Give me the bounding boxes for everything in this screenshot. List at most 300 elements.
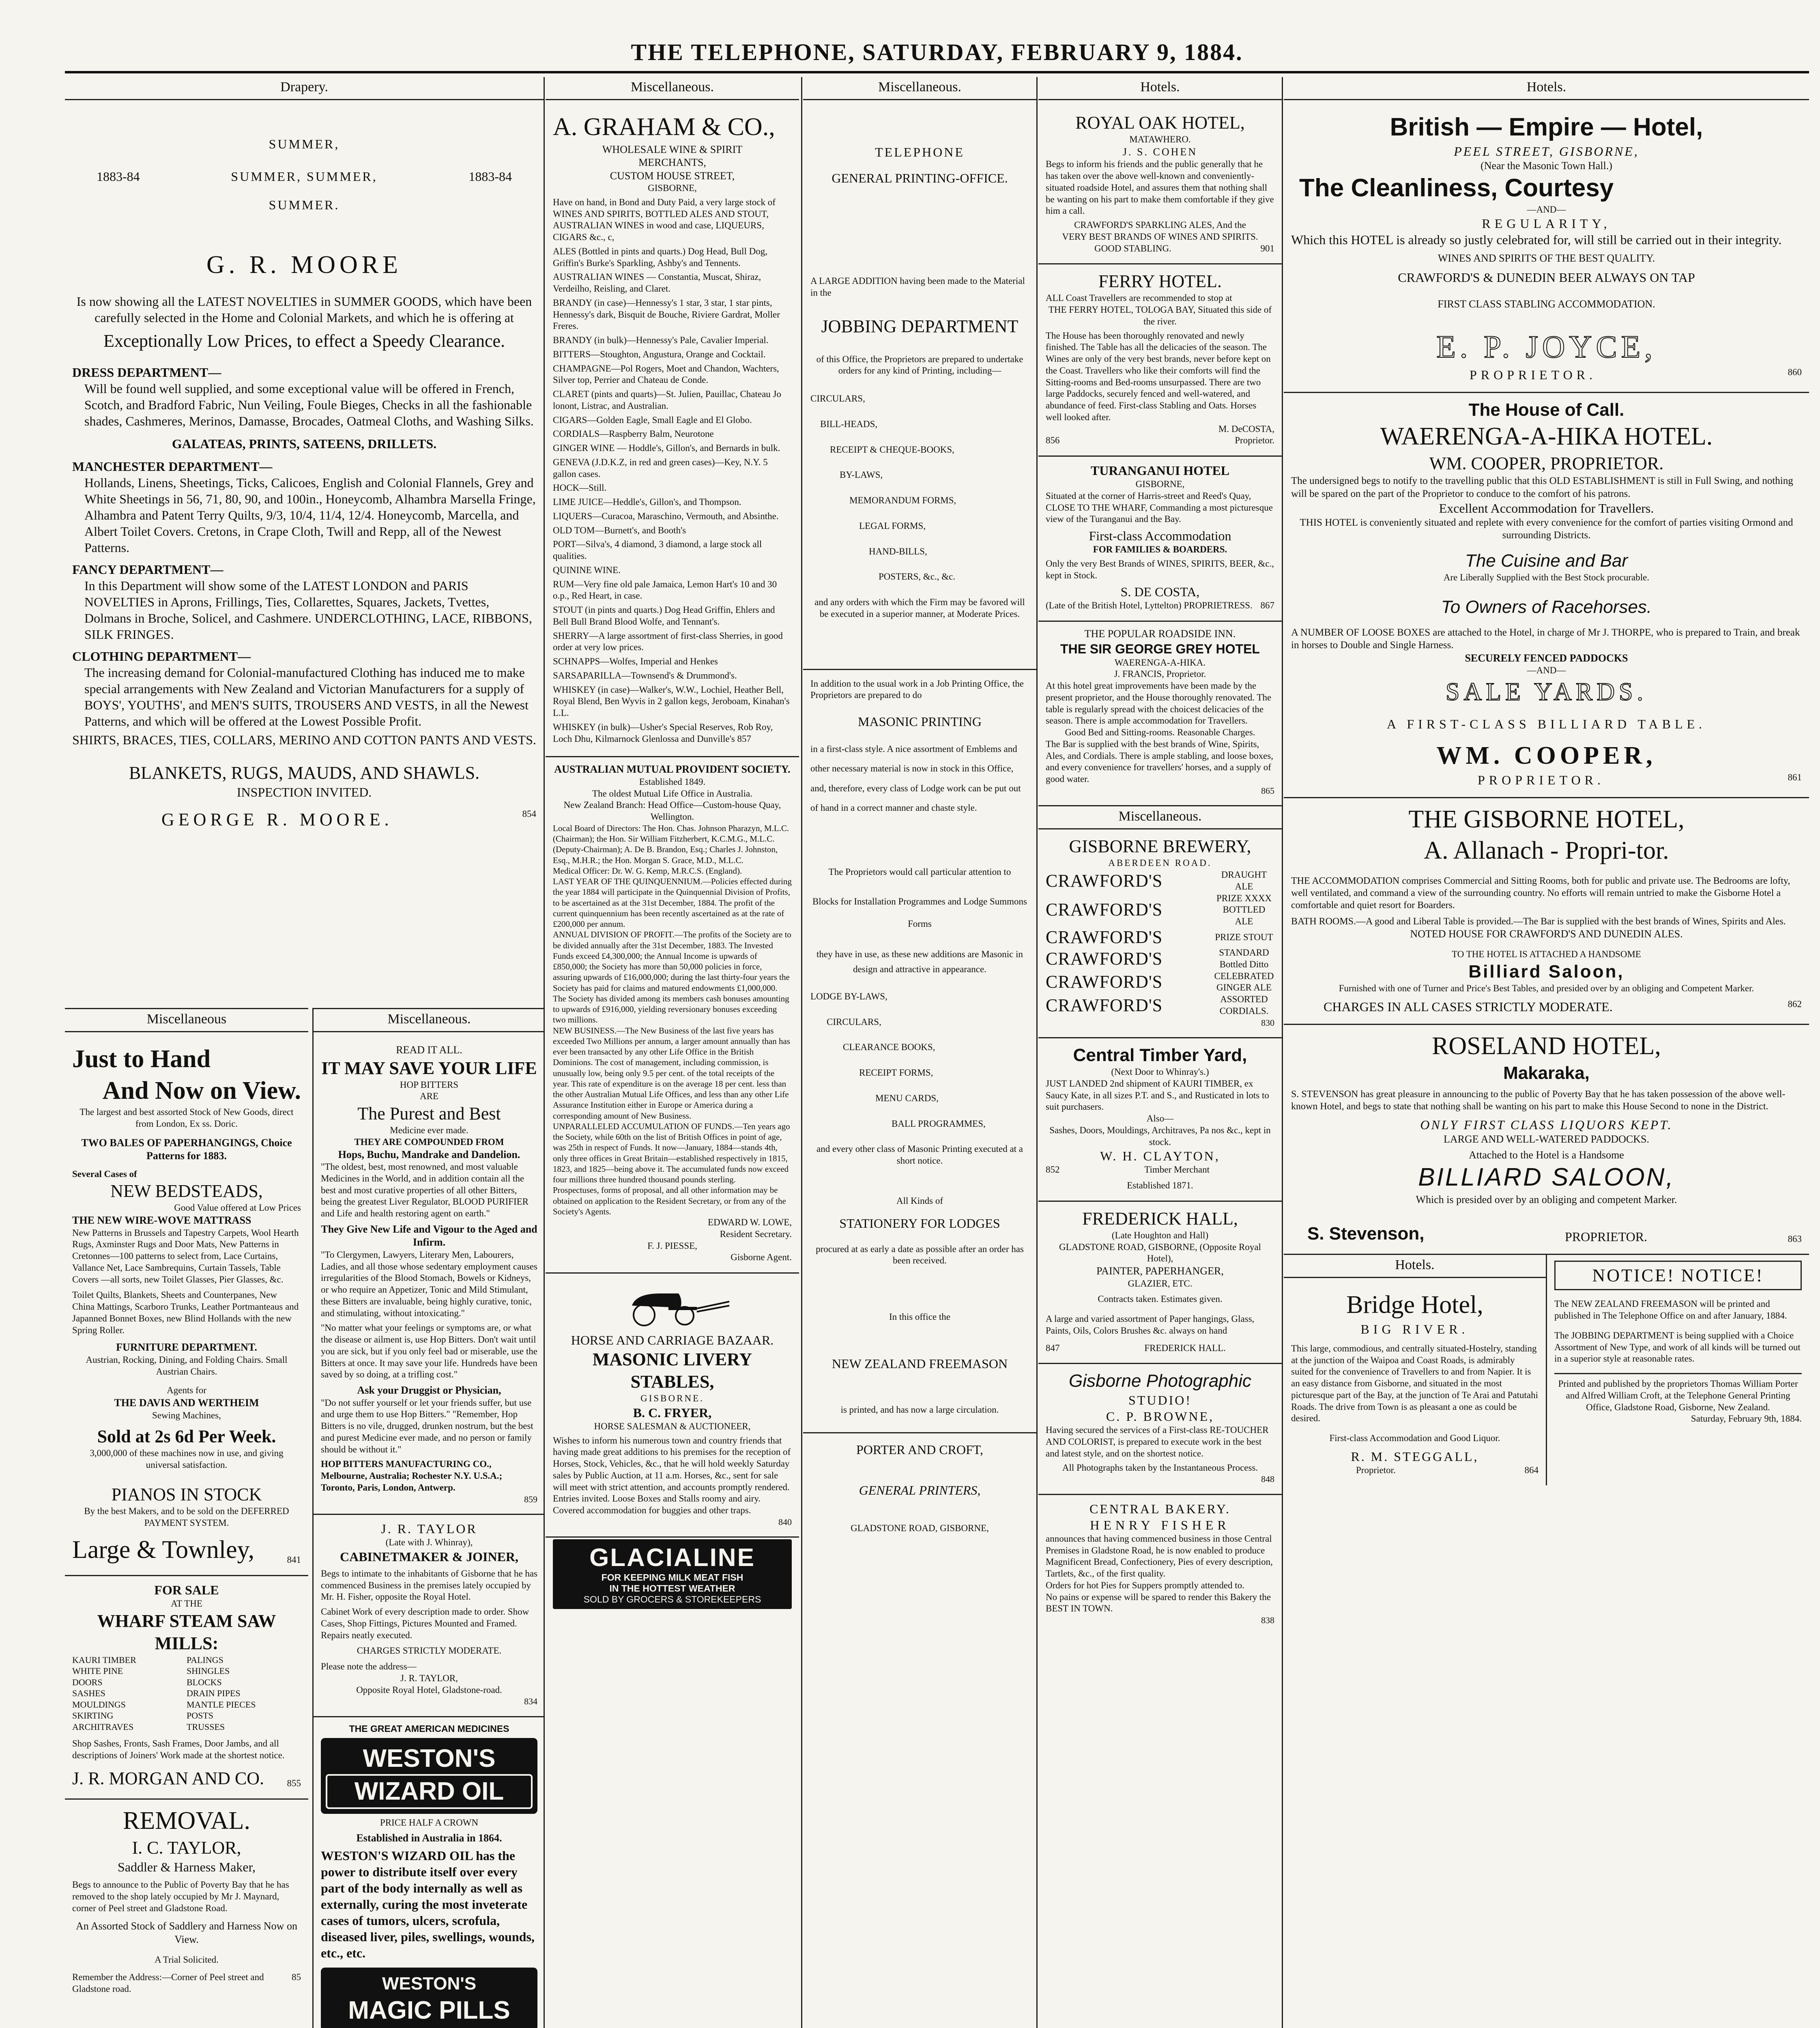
timber-item: WHITE PINE [72, 1666, 123, 1676]
advert-line: GLAZIER, ETC. [1128, 1278, 1193, 1289]
brewery-brand: CRAWFORD'S [1046, 995, 1163, 1015]
advert-line: CUSTOM HOUSE STREET, [610, 170, 735, 182]
timber-item: SHINGLES [187, 1666, 230, 1676]
advert-text: The undersigned begs to notify to the travelling public that this OLD ESTABLISHMENT is still in Full Swing, and nothing will be spared on the part of the Proprietor to conduce to the comfort of his patrons. [1291, 475, 1793, 499]
brewery-row [1046, 869, 1274, 893]
advert-title: HORSE AND CARRIAGE BAZAAR. [571, 1333, 774, 1347]
advertiser-name: R. M. STEGGALL, [1351, 1449, 1479, 1464]
brewery-product: CELEBRATED GINGER ALE [1214, 971, 1274, 993]
advertiser-name: C. P. BROWNE, [1106, 1409, 1214, 1424]
brewery-product: PRIZE XXXX BOTTLED ALE [1216, 893, 1272, 926]
advert-line: VERY BEST BRANDS OF WINES AND SPIRITS. [1062, 231, 1258, 242]
moore-advert [65, 106, 544, 840]
masonic-item: BALL PROGRAMMES, [892, 1118, 986, 1129]
brewery-brand: CRAWFORD'S [1046, 870, 1163, 891]
advert-line: GISBORNE. [640, 1393, 704, 1403]
advert-line: WAERENGA-A-HIKA. [1114, 657, 1206, 668]
signatory-title: Gisborne Agent. [731, 1252, 792, 1263]
advert-line: GOOD STABLING. [1094, 243, 1171, 254]
advert-line: ABERDEEN ROAD. [1108, 858, 1212, 868]
section-heading: Miscellaneous. [1038, 806, 1282, 829]
advert-title: THE GISBORNE HOTEL, [1408, 805, 1685, 833]
brewery-row [1046, 928, 1274, 947]
advert-text: of this Office, the Proprietors are prepared to undertake orders for any kind of Printing, including— [816, 354, 1023, 376]
advert-line: (Next Door to Whinray's.) [1111, 1067, 1209, 1077]
pills-banner [321, 1968, 537, 2028]
graham-advert [546, 106, 799, 757]
stock-item: QUININE WINE. [553, 565, 621, 575]
frederick-hall-advert [1038, 1202, 1282, 1364]
department-heading: CLOTHING DEPARTMENT— [72, 649, 251, 664]
advert-text: The oldest Mutual Life Office in Australia. [592, 788, 752, 799]
masonic-item: LODGE BY-LAWS, [810, 991, 887, 1001]
advert-number: 865 [1261, 785, 1274, 796]
section-heading: Miscellaneous. [546, 77, 799, 100]
department-heading: MANCHESTER DEPARTMENT— [72, 459, 273, 474]
jr-taylor-advert [314, 1515, 545, 1717]
brewery-row [1046, 947, 1274, 971]
stock-item: HOCK—Still. [553, 483, 607, 493]
advert-line: Contracts taken. Estimates given. [1098, 1294, 1223, 1304]
advert-number: 901 [1260, 243, 1274, 254]
stock-item: LIQUERS—Curacoa, Maraschino, Vermouth, and Absinthe. [553, 511, 779, 521]
column-rule [801, 77, 802, 2028]
advert-text: Toilet Quilts, Blankets, Sheets and Counterpanes, New China Mattings, Scarboro Trunks, Leather Portmanteaus and Japanned Bonnet Boxes, new Blind Hollands with the new Spring Roller. [72, 1290, 299, 1335]
advert-text: Wishes to inform his numerous town and country friends that having made great additions to his premises for the reception of Horses, Stock, Vehicles, &c., that he will hold weekly Saturday sales by Public Auction, at 11 a.m. Horses, &c., sent for sale will meet with strict attention, and accounts promptly rendered. [553, 1435, 791, 1492]
brewery-brand: CRAWFORD'S [1046, 927, 1163, 947]
advertiser-name: Large & Townley, [72, 1536, 255, 1564]
advert-title: WHARF STEAM SAW MILLS: [97, 1611, 276, 1653]
advert-line: (Late Houghton and Hall) [1111, 1230, 1209, 1240]
advert-title: Sold at 2s 6d Per Week. [97, 1426, 276, 1447]
advert-text: A LARGE ADDITION having been made to the Material in the [810, 276, 1025, 298]
advert-number: 861 [1788, 772, 1802, 782]
timber-item: ARCHITRAVES [72, 1721, 134, 1732]
timber-item: PALINGS [187, 1654, 223, 1665]
address-line: Remember the Address:—Corner of Peel street and Gladstone road. [72, 1972, 264, 1994]
advert-title: AUSTRALIAN MUTUAL PROVIDENT SOCIETY. [554, 763, 791, 776]
timber-item: DOORS [72, 1677, 103, 1687]
advert-text: The NEW ZEALAND FREEMASON will be printed and published in The Telephone Office on and after January, 1884. [1554, 1299, 1787, 1321]
advert-line: CRAWFORD'S & DUNEDIN BEER ALWAYS ON TAP [1398, 270, 1695, 285]
bottom-right-row [1284, 1255, 1809, 1485]
stock-item: PORT—Silva's, 4 diamond, 3 diamond, a large stock all qualities. [553, 539, 762, 561]
timber-item: KAURI TIMBER [72, 1654, 136, 1665]
advert-line: MERCHANTS, [638, 157, 706, 168]
signatory: F. J. PIESSE, [647, 1240, 697, 1251]
advert-title: WAERENGA-A-HIKA HOTEL. [1380, 422, 1713, 450]
advert-number: 847 [1046, 1343, 1060, 1353]
advert-title: And Now on View. [102, 1076, 301, 1104]
advert-text: Agents for [167, 1385, 206, 1396]
advert-text: announces that having commenced business in those Central Premises in Gladstone Road, he is now enabled to produce Magnificent Bread, Confectionery, Pies of every description, Tartlets, &c., of the first quality. [1046, 1533, 1273, 1579]
livery-advert [546, 1274, 799, 1538]
advert-line: CHARGES IN ALL CASES STRICTLY MODERATE. [1324, 999, 1613, 1014]
advert-number: 859 [524, 1494, 537, 1504]
stock-item: GENEVA (J.D.K.Z, in red and green cases)—Key, N.Y. 5 gallon cases. [553, 457, 768, 479]
advert-text: Medicine ever made. [390, 1125, 468, 1135]
advert-number: 867 [1260, 600, 1274, 611]
column-rule [1036, 77, 1038, 2028]
advert-text: The House has been thoroughly renovated and newly finished. The Table has all the delicacies of the season. The Wines are only of the very best brands, never before kept on the Coast. Travellers who like their comforts will find the Sitting-rooms and Bed-rooms unsurpassed. There are two large Paddocks, securely fenced and well-watered, and abundance of feed. First-class Stabling and Oats. Horses well looked after. [1046, 330, 1271, 422]
advert-text: THE ACCOMMODATION comprises Commercial and Sitting Rooms, both for public and private use. The Bedrooms are lofty, well ventilated, and command a view of the surrounding country. No efforts will remain untried to make the Gisborne Hotel a comfortable and quiet resort for Boarders. [1291, 875, 1790, 911]
hop-bitters-advert [314, 1038, 545, 1515]
advert-text: Orders for hot Pies for Suppers promptly attended to. [1046, 1580, 1244, 1590]
advert-text: Having secured the services of a First-class RE-TOUCHER AND COLORIST, is prepared to execute work in the best and latest style, and on the shortest notice. [1046, 1425, 1269, 1459]
advert-title: CENTRAL BAKERY. [1089, 1501, 1231, 1516]
advert-text: By the best Makers, and to be sold on the DEFERRED PAYMENT SYSTEM. [84, 1506, 289, 1528]
section-heading: Miscellaneous [65, 1008, 308, 1032]
advert-text: Begs to announce to the Public of Poverty Bay that he has removed to the shop lately occupied by Mr J. Maynard, corner of Peel street and Gladstone Road. [72, 1880, 289, 1913]
section-heading: Miscellaneous. [803, 77, 1036, 100]
advertiser-name: S. DE COSTA, [1120, 584, 1200, 599]
brewery-brand: CRAWFORD'S [1046, 900, 1163, 920]
misc-column-2 [546, 77, 799, 2028]
misc-left-section [65, 1008, 308, 2028]
stock-item: SHERRY—A large assortment of first-class Sherries, in good order at very low prices. [553, 630, 783, 653]
advert-text: Prospectuses, forms of proposal, and all other information may be obtained on application to the Resident Secretary, or from any of the Society's Agents. [553, 1185, 786, 1216]
advert-title: Billiard Saloon, [1468, 962, 1624, 982]
advert-text: CHARGES STRICTLY MODERATE. [357, 1646, 502, 1656]
advert-text: "The oldest, best, most renowned, and most valuable Medicines in the World, and in addition contain all the best and most curative properties of all other Bitters, being the greatest Liver Regulator, BLOOD PURIFIER and Life and health restoring agent on earth." [321, 1162, 529, 1218]
brewery-product: ASSORTED CORDIALS. [1219, 994, 1269, 1016]
advert-title: Gisborne Photographic [1068, 1371, 1252, 1391]
advert-line: THE FERRY HOTEL, TOLOGA BAY, Situated this side of the river. [1048, 305, 1272, 327]
advert-text: LAST YEAR OF THE QUINQUENNIUM.—Policies effected during the year 1884 will participate in the Quinquennial Division of Profits, to be ascertained as at the 31st December, 1884. The profit of the current quinquennium has been recently ascertained as at the rate of £200,000 per annum. [553, 877, 792, 929]
large-townley-advert [65, 1038, 308, 1576]
printing-item: POSTERS, &c., &c. [879, 571, 956, 582]
advert-line: —AND— [1527, 204, 1566, 215]
brewery-advert [1038, 829, 1282, 1038]
advert-title: STUDIO! [1128, 1393, 1192, 1408]
advert-line: They Give New Life and Vigour to the Aged and Infirm. [321, 1223, 537, 1248]
advertiser-title: Proprietor. [1356, 1465, 1396, 1475]
advert-title: STATIONERY FOR LODGES [839, 1216, 1000, 1231]
advert-text: Only the very Best Brands of WINES, SPIRITS, BEER, &c., kept in Stock. [1046, 558, 1274, 580]
bridge-hotel-column [1284, 1255, 1547, 1485]
advert-text: THIS HOTEL is conveniently situated and replete with every convenience for the comfort of parties visiting Ormond and surrounding Districts. [1300, 517, 1793, 541]
advert-line: Hops, Buchu, Mandrake and Dandelion. [338, 1148, 520, 1160]
prices-line: Exceptionally Low Prices, to effect a Speedy Clearance. [103, 331, 505, 351]
advert-text: The largest and best assorted Stock of New Goods, direct from London, Ex ss. Doric. [80, 1107, 294, 1129]
advert-title: MASONIC PRINTING [858, 714, 982, 729]
timber-item: MANTLE PIECES [187, 1699, 256, 1710]
advertiser-name: J. R. MORGAN AND CO. [72, 1768, 264, 1788]
advert-number: 840 [778, 1517, 792, 1527]
advert-line: ARE [420, 1091, 438, 1102]
printing-item: BILL-HEADS, [820, 419, 878, 429]
advert-text: Sewing Machines, [152, 1410, 221, 1420]
masonic-item: MENU CARDS, [875, 1093, 939, 1103]
advert-line: THE DAVIS AND WERTHEIM [114, 1397, 259, 1409]
advert-line: Saddler & Harness Maker, [118, 1860, 256, 1874]
advert-number: 856 [1046, 435, 1060, 446]
advert-title: The House of Call. [1468, 400, 1624, 420]
hotels-column-5 [1284, 77, 1809, 2028]
advert-line: Excellent Accommodation for Travellers. [1439, 501, 1654, 516]
advert-text: Austrian, Rocking, Dining, and Folding Chairs. Small Austrian Chairs. [86, 1354, 288, 1377]
advert-text: The Bar is supplied with the best brands of Wine, Spirits, Ales, and Cordials. There is ample stabling, and loose boxes, and every convenience for travellers' horses, and a supply of good water. [1046, 739, 1274, 784]
advert-line: ONLY FIRST CLASS LIQUORS KEPT. [1420, 1117, 1673, 1132]
advert-line: FURNITURE DEPARTMENT. [116, 1341, 257, 1353]
advert-text: Established 1849. [639, 776, 706, 787]
advert-text: and every other class of Masonic Printing executed at a short notice. [816, 1144, 1023, 1166]
advert-text: Blocks for Installation Programmes and Lodge Summons Forms [812, 896, 1027, 929]
stock-item: GINGER WINE — Hoddle's, Gillon's, and Bernards in bulk. [553, 443, 780, 453]
advert-text: ALL Coast Travellers are recommended to stop at [1046, 293, 1232, 303]
stock-item: BRANDY (in case)—Hennessy's 1 star, 3 star, 1 star pints, Hennessy's dark, Bisquit de Bouche, Riviere Gardrat, Moller Freres. [553, 297, 780, 331]
department-line: GALATEAS, PRINTS, SATEENS, DRILLETS. [172, 436, 437, 451]
stock-item: AUSTRALIAN WINES — Constantia, Muscat, Shiraz, Verdeilho, Reisling, and Claret. [553, 272, 761, 294]
misc-column-3 [803, 77, 1036, 2028]
advert-title: British — Empire — Hotel, [1390, 113, 1703, 141]
telephone-office-advert [803, 106, 1036, 1543]
advert-line: —AND— [1527, 665, 1566, 675]
department-text: In this Department will show some of the LATEST LONDON and PARIS NOVELTIES in Aprons, Frillings, Ties, Collarettes, Squares, Jackets, Tvettes, Dolmans in Broche, Solicel, and Cashmere. UNDERCLOTHING, LACE, RIBBONS, SILK FRINGES. [84, 578, 532, 642]
advert-text: Good Value offered at Low Prices [174, 1203, 301, 1213]
printing-item: MEMORANDUM FORMS, [849, 495, 956, 505]
timber-item: DRAIN PIPES [187, 1688, 241, 1698]
printing-item: CIRCULARS, [810, 393, 865, 404]
removal-advert [65, 1800, 308, 2004]
advert-text: Cabinet Work of every description made to order. Show Cases, Shop Fittings, Pictures Mounted and Framed. Repairs neatly executed. [321, 1607, 529, 1640]
advert-text: New Zealand Branch: Head Office—Custom-house Quay, Wellington. [563, 800, 781, 822]
advert-title: GENERAL PRINTING-OFFICE. [832, 171, 1008, 185]
advert-text: TWO BALES OF PAPERHANGINGS, Choice Patterns for 1883. [81, 1136, 292, 1162]
masonic-item: CIRCULARS, [827, 1016, 881, 1027]
advert-number: 854 [522, 808, 536, 819]
advertiser-name: J. S. COHEN [1122, 146, 1198, 158]
advert-text: Begs to inform his friends and the public generally that he has taken over the above well-known and conveniently-situated roadside Hotel, and assures them that nothing shall be wanting on his part to make them comfortable if they give him a call. [1046, 159, 1274, 216]
advert-text: (Late with J. Whinray), [385, 1537, 473, 1547]
advert-text: AT THE [171, 1598, 202, 1609]
stock-item: WHISKEY (in bulk)—Usher's Special Reserves, Rob Roy, Loch Dhu, Kilmarnock Glenlossa and Dunville's 857 [553, 722, 773, 744]
address-line: GLADSTONE ROAD, GISBORNE, [851, 1523, 989, 1533]
masonic-item: CLEARANCE BOOKS, [843, 1042, 935, 1053]
printing-item: RECEIPT & CHEQUE-BOOKS, [830, 444, 954, 455]
printing-item: BY-LAWS, [840, 470, 883, 480]
advert-line: (Near the Masonic Town Hall.) [1480, 159, 1612, 172]
printing-item: HAND-BILLS, [869, 546, 927, 556]
advertiser-name: PORTER AND CROFT, [856, 1442, 984, 1457]
advert-number: 855 [287, 1778, 301, 1788]
advert-title: ROSELAND HOTEL, [1432, 1032, 1661, 1060]
advert-text: they have in use, as these new additions are Masonic in design and attractive in appearance. [816, 949, 1023, 975]
stock-item: OLD TOM—Burnett's, and Booth's [553, 525, 686, 535]
stock-item: BRANDY (in bulk)—Hennessy's Pale, Cavalier Imperial. [553, 335, 769, 345]
glacialine-advert [553, 1539, 792, 1609]
summer-heading: SUMMER, SUMMER, [231, 169, 378, 184]
department-heading: DRESS DEPARTMENT— [72, 365, 221, 380]
timber-item: SASHES [72, 1688, 105, 1698]
advert-text: UNPARALLELED ACCUMULATION OF FUNDS.—Ten years ago the Society, while 60th on the list of British Offices in point of age, was 25th in respect of Funds. It now—January, 1884—stands 4th, only three offices in Great Britain—established respectively in 1815, 1823, and 1825—being above it. The accumulated funds now exceed four millions three hundred thousand pounds sterling. [553, 1121, 790, 1184]
timber-item: TRUSSES [187, 1721, 225, 1732]
stock-item: CLARET (pints and quarts)—St. Julien, Pauillac, Chateau Jo lonont, Listrac, and Australian. [553, 389, 782, 411]
brewery-brand: CRAWFORD'S [1046, 972, 1163, 992]
address-line: PEEL STREET, GISBORNE, [1454, 144, 1639, 159]
advertiser-name: E. P. JOYCE, [1436, 329, 1657, 365]
waerenga-advert [1284, 393, 1809, 798]
carriage-illustration [608, 1283, 737, 1328]
signatory: EDWARD W. LOWE, [708, 1217, 792, 1227]
notice-column [1547, 1255, 1809, 1485]
advert-line: HOP BITTERS [400, 1079, 459, 1090]
sawmills-advert [65, 1576, 308, 1800]
advert-line: THE NEW WIRE-WOVE MATTRASS [72, 1214, 251, 1226]
advert-line: GENERAL PRINTERS, [859, 1482, 981, 1497]
advert-text: Medical Officer: Dr. W. G. Kemp, M.R.C.S. (England). [553, 866, 742, 876]
advert-text: Please note the address— [321, 1661, 417, 1671]
advertiser-name: A. GRAHAM & CO., [553, 113, 775, 141]
advert-title: REMOVAL. [122, 1807, 251, 1835]
advertiser-title: PROPRIETOR. [1565, 1229, 1648, 1244]
advert-line: LARGE AND WELL-WATERED PADDOCKS. [1444, 1133, 1649, 1145]
department-text: Hollands, Linens, Sheetings, Ticks, Calicoes, English and Colonial Flannels, Grey and White Sheetings in 56, 71, 80, 90, and 100in., Honeycomb, Alhambra Marsella Fringe, Alhambra and Patent Terry Quilts, 9/3, 10/4, 11/4, 12/4. Honeycomb, Marcella, and Albert Toilet Covers. Cretons, in Crape Cloth, Twill and Repp, all of the Newest Patterns. [84, 475, 536, 555]
advert-text: The JOBBING DEPARTMENT is being supplied with a Choice Assortment of New Type, and work of all kinds will be turned out in a superior style at reasonable rates. [1554, 1330, 1801, 1364]
advertiser-name: FREDERICK HALL. [1144, 1343, 1226, 1353]
advertiser-name: G. R. MOORE [206, 251, 402, 279]
advert-line: FOR FAMILIES & BOARDERS. [1093, 544, 1227, 554]
advert-line: Established in Australia in 1864. [356, 1832, 502, 1844]
stock-item: SCHNAPPS—Wolfes, Imperial and Henkes [553, 656, 718, 666]
timber-item: SKIRTING [72, 1710, 114, 1721]
advertiser-name: B. C. FRYER, [633, 1405, 712, 1420]
advert-text: In this office the [889, 1312, 950, 1322]
advert-text: in a first-class style. A nice assortment of Emblems and other necessary material is now in stock in this Office, and, therefore, every class of Lodge work can be put out of hand in a correct manner and chaste style. [810, 744, 1021, 813]
brewery-product: DRAUGHT ALE [1221, 870, 1267, 892]
advert-line: Makaraka, [1503, 1063, 1590, 1083]
westons-banner [321, 1738, 537, 1814]
advert-number: 838 [1261, 1615, 1274, 1626]
stock-list [553, 246, 792, 745]
advert-title: FOR SALE [154, 1582, 219, 1597]
advertiser-name: J. R. TAYLOR [381, 1521, 477, 1536]
stock-item: SARSAPARILLA—Townsend's & Drummond's. [553, 670, 737, 681]
product-name: MAGIC PILLS [348, 1996, 510, 2024]
advert-text: WESTON'S WIZARD OIL has the power to distribute itself over every part of the body internally as well as externally, curing the most inveterate cases of tumors, ulcers, scrofula, diseased liver, piles, swellings, wounds, etc., etc. [321, 1848, 535, 1960]
hotels-column-4 [1038, 77, 1282, 2028]
advert-title: GISBORNE BREWERY, [1069, 836, 1251, 857]
advert-text: In addition to the usual work in a Job Printing Office, the Proprietors are prepared to do [810, 678, 1024, 700]
advert-line: A FIRST-CLASS BILLIARD TABLE. [1386, 717, 1706, 732]
notice-advert [1547, 1255, 1809, 1434]
advert-text: and any orders with which the Firm may be favored will be executed in a superior manner, at Moderate Prices. [814, 597, 1025, 619]
printing-item: LEGAL FORMS, [859, 520, 926, 531]
advert-text: Local Board of Directors: The Hon. Chas. Johnson Pharazyn, M.L.C. (Chairman); the Hon. Sir William Fitzherbert, K.C.M.G., M.L.C. (Deputy-Chairman); A. De B. Brandon, Esq.; Charles J. Johnston, Esq., M.H.R.; the Hon. Morgan S. Grace, M.D., M.L.C. [553, 823, 789, 865]
advert-line: WINES AND SPIRITS OF THE BEST QUALITY. [1438, 252, 1655, 264]
advert-line: THE POPULAR ROADSIDE INN. [1084, 628, 1236, 640]
advert-title: The Cleanliness, Courtesy [1299, 174, 1614, 202]
advert-text: No pains or expense will be spared to render this Bakery the BEST IN TOWN. [1046, 1592, 1271, 1614]
advert-text: NEW BUSINESS.—The New Business of the last five years has exceeded Two Millions per annum, a larger amount annually than has ever been transacted by any other Life Office in the British Dominions. The cost of management, including commission, is unusually low, being only 9.5 per cent. of the total receipts of the year. This rate of expenditure is on the average 18 per cent. less than the other Australian Mutual Life Offices, and less than any other Life Assurance Institution either in Europe or America during a corresponding amount of New Business. [553, 1025, 791, 1121]
advert-title: JOBBING DEPARTMENT [821, 316, 1019, 336]
imprint-date: Saturday, February 9th, 1884. [1691, 1414, 1802, 1424]
advert-text: All Kinds of [896, 1195, 943, 1206]
masthead-rule [65, 71, 1809, 73]
advert-number: 85 [292, 1972, 301, 1982]
stock-item: BITTERS—Stoughton, Angustura, Orange and Cocktail. [553, 349, 766, 359]
advert-text: Furnished with one of Turner and Price's Best Tables, and presided over by an obliging and Competent Marker. [1339, 983, 1754, 993]
advertiser-name: WM. COOPER, PROPRIETOR. [1429, 453, 1664, 474]
royal-oak-advert [1038, 106, 1282, 264]
advert-line: FIRST CLASS STABLING ACCOMMODATION. [1438, 298, 1655, 310]
department-line: BLANKETS, RUGS, MAUDS, AND SHAWLS. [129, 763, 480, 783]
product-name: WIZARD OIL [326, 1774, 533, 1809]
section-heading: Hotels. [1038, 77, 1282, 100]
advert-title: NEW ZEALAND FREEMASON [832, 1356, 1008, 1371]
advert-text: BATH ROOMS.—A good and Liberal Table is provided.—The Bar is supplied with the best brands of Wines, Spirits and Ales. [1291, 916, 1786, 927]
advertiser-name: J. FRANCIS, Proprietor. [1114, 669, 1206, 679]
advert-text: Which this HOTEL is already so justly celebrated for, will still be carried out in their integrity. [1291, 232, 1782, 247]
british-empire-advert [1284, 106, 1809, 393]
advert-text: procured at as early a date as possible after an order has been received. [816, 1244, 1024, 1266]
stock-item: CORDIALS—Raspberry Balm, Neurotone [553, 429, 714, 439]
advert-text: Begs to intimate to the inhabitants of Gisborne that he has commenced Business in the premises lately occupied by Mr. H. Fisher, opposite the Royal Hotel. [321, 1568, 538, 1602]
advertiser-name: A. Allanach - Propri-tor. [1424, 837, 1669, 865]
advert-text: "To Clergymen, Lawyers, Literary Men, Labourers, Ladies, and all those whose sedentary employment causes irregularities of the Blood Stomach, Bowels or Kidneys, or who require an Appetizer, Tonic and Mild Stimulant, these Bitters are invaluable, being highly curative, tonic, and stimulating, without intoxicating." [321, 1249, 537, 1318]
intro-text: Is now showing all the LATEST NOVELTIES in SUMMER GOODS, which have been carefully selected in the Home and Colonial Markets, and which he is offering at [76, 294, 532, 325]
advert-line: GISBORNE, [1135, 479, 1185, 489]
masonic-item: RECEIPT FORMS, [859, 1068, 933, 1078]
advert-title: CABINETMAKER & JOINER, [340, 1549, 519, 1564]
masthead: THE TELEPHONE, SATURDAY, FEBRUARY 9, 1884. [631, 39, 1243, 65]
department-line: SHIRTS, BRACES, TIES, COLLARS, MERINO AND COTTON PANTS AND VESTS. [72, 732, 536, 747]
timber-item: MOULDINGS [72, 1699, 126, 1710]
section-heading: Hotels. [1284, 77, 1809, 100]
advert-text: ANNUAL DIVISION OF PROFIT.—The profits of the Society are to be divided annually after the 31st December, 1883. The Invested Funds exceed £4,300,000; the Annual Income is upwards of £850,000; the Society has more than 50,000 policies in force, assuring upwards of £16,000,000; during the last thirty-four years the Society has paid for claims and matured endowments £1,000,000. The Society has divided among its members cash bonuses amounting to upwards of £916,000, yielding reversionary bonuses exceeding two millions. [553, 930, 791, 1025]
drapery-section [65, 77, 544, 998]
advert-text: HOP BITTERS MANUFACTURING CO., Melbourne, Australia; Rochester N.Y. U.S.A.; Toronto, Paris, London, Antwerp. [321, 1459, 503, 1493]
advert-title: IT MAY SAVE YOUR LIFE [321, 1058, 537, 1078]
advert-line: NEW BEDSTEADS, [110, 1181, 263, 1201]
advert-number: 862 [1788, 999, 1802, 1009]
advert-title: FERRY HOTEL. [1098, 271, 1222, 292]
advert-number: 863 [1788, 1233, 1802, 1244]
timber-yard-advert [1038, 1038, 1282, 1202]
advert-title: MASONIC LIVERY STABLES, [592, 1349, 752, 1392]
advert-number: 852 [1046, 1164, 1060, 1175]
advert-line: CRAWFORD'S SPARKLING ALES, And the [1074, 220, 1246, 230]
advert-title: To Owners of Racehorses. [1441, 597, 1652, 617]
timber-item: POSTS [187, 1710, 214, 1721]
advert-text: 3,000,000 of these machines now in use, and giving universal satisfaction. [90, 1448, 284, 1470]
advert-number: 864 [1524, 1465, 1539, 1475]
price-line: PRICE HALF A CROWN [380, 1817, 479, 1828]
advert-text: A Trial Solicited. [155, 1955, 219, 1965]
advert-title: THE SIR GEORGE GREY HOTEL [1060, 641, 1260, 656]
section-heading: Hotels. [1284, 1255, 1546, 1278]
signatory-title: Resident Secretary. [720, 1229, 792, 1239]
advert-text: JUST LANDED 2nd shipment of KAURI TIMBER, ex Saucy Kate, in all sizes P.T. and S., and Rusticated in lots to suit purchasers. [1046, 1078, 1269, 1112]
signature: GEORGE R. MOORE. [161, 809, 393, 829]
advert-text: A large and varied assortment of Paper hangings, Glass, Paints, Oils, Colors Brushes &c. always on hand [1046, 1314, 1255, 1336]
advert-line: THEY ARE COMPOUNDED FROM [354, 1136, 504, 1147]
stock-item: CIGARS—Golden Eagle, Small Eagle and El Globo. [553, 415, 752, 425]
imprint: Printed and published by the proprietors Thomas William Porter and Alfred William Croft, at the Telephone General Printing Office, Gladstone Road, Gisborne, New Zealand. [1554, 1373, 1802, 1413]
advert-title: TELEPHONE [875, 145, 965, 159]
advert-text: Several Cases of [72, 1169, 137, 1179]
advert-line: READ IT ALL. [396, 1044, 462, 1056]
stock-item: CHAMPAGNE—Pol Rogers, Moet and Chandon, Wachters, Silver top, Perrier and Chateau de Conde. [553, 363, 779, 385]
department-heading: FANCY DEPARTMENT— [72, 562, 223, 577]
summer-heading: SUMMER, [269, 137, 340, 151]
season-year: 1883-84 [468, 169, 512, 184]
brand-name: WESTON'S [382, 1973, 477, 1994]
brewery-products [1046, 869, 1274, 1017]
advertiser-name: J. R. TAYLOR, [400, 1673, 458, 1683]
advertiser-title: PROPRIETOR. [1478, 772, 1605, 787]
brand-name: GLACIALINE [589, 1544, 755, 1572]
